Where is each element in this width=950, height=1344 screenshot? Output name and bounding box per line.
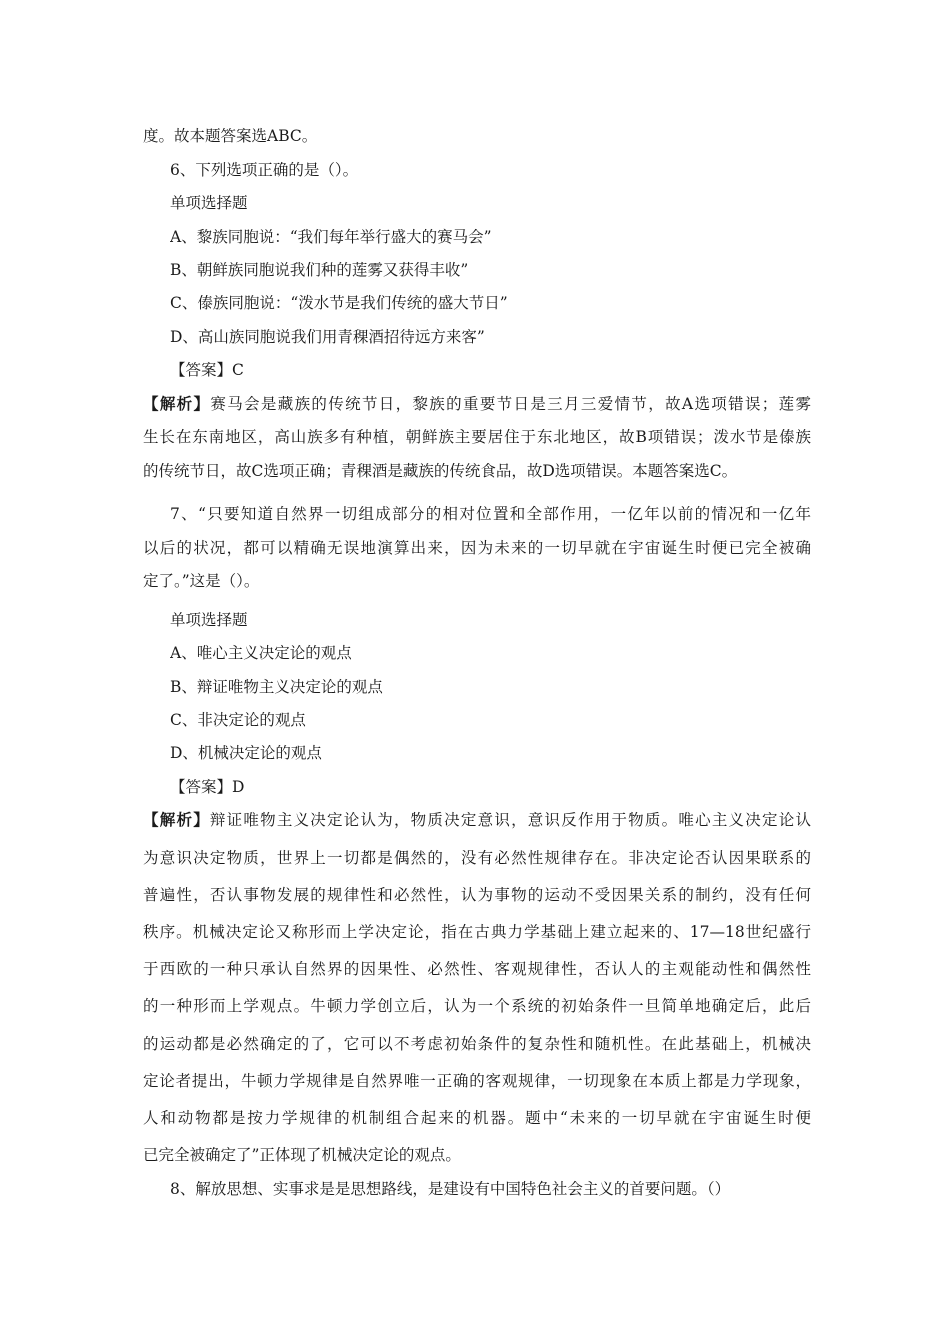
question-7-type: 单项选择题 bbox=[170, 611, 248, 629]
question-7-analysis-line-5: 于西欧的一种只承认自然界的因果性、必然性、客观规律性，否认人的主观能动性和偶然性 bbox=[143, 960, 811, 978]
question-6-option-b: B、朝鲜族同胞说我们种的莲雾又获得丰收” bbox=[170, 261, 469, 279]
question-6-analysis-line-1: 【解析】赛马会是藏族的传统节日，黎族的重要节日是三月三爱情节，故A选项错误；莲雾 bbox=[143, 394, 811, 413]
question-7-option-d: D、机械决定论的观点 bbox=[170, 744, 322, 762]
question-7-analysis-line-3: 普遍性，否认事物发展的规律性和必然性，认为事物的运动不受因果关系的制约，没有任何 bbox=[143, 886, 811, 904]
question-7-analysis-line-7: 的运动都是必然确定的了，它可以不考虑初始条件的复杂性和随机性。在此基础上，机械决 bbox=[143, 1035, 811, 1053]
question-6-stem: 6、下列选项正确的是（）。 bbox=[170, 161, 359, 179]
question-7-analysis-line-2: 为意识决定物质，世界上一切都是偶然的，没有必然性规律存在。非决定论否认因果联系的 bbox=[143, 849, 811, 867]
question-7-analysis-line-10: 已完全被确定了”正体现了机械决定论的观点。 bbox=[143, 1146, 461, 1164]
analysis-label: 【解析】 bbox=[143, 394, 211, 413]
question-6-option-c: C、傣族同胞说：“泼水节是我们传统的盛大节日” bbox=[170, 294, 508, 312]
question-7-analysis-line-4: 秩序。机械决定论又称形而上学决定论，指在古典力学基础上建立起来的、17—18世纪盛行 bbox=[143, 923, 811, 941]
question-6-option-d: D、高山族同胞说我们用青稞酒招待远方来客” bbox=[170, 328, 485, 346]
question-7-answer: 【答案】D bbox=[170, 778, 245, 796]
question-8-stem: 8、解放思想、实事求是是思想路线，是建设有中国特色社会主义的首要问题。（） bbox=[170, 1180, 731, 1198]
question-6-answer: 【答案】C bbox=[170, 361, 244, 379]
question-6-analysis-line-3: 的传统节日，故C选项正确；青稞酒是藏族的传统食品，故D选项错误。本题答案选C。 bbox=[143, 462, 738, 480]
question-6-type: 单项选择题 bbox=[170, 194, 248, 212]
question-7-option-c: C、非决定论的观点 bbox=[170, 711, 306, 729]
question-7-stem-line-3: 定了。”这是（）。 bbox=[143, 572, 260, 590]
question-7-stem-line-2: 以后的状况，都可以精确无误地演算出来，因为未来的一切早就在宇宙诞生时便已完全被确 bbox=[143, 539, 811, 557]
question-7-stem-line-1: 7、“只要知道自然界一切组成部分的相对位置和全部作用，一亿年以前的情况和一亿年 bbox=[170, 505, 811, 523]
question-7-option-b: B、辩证唯物主义决定论的观点 bbox=[170, 678, 383, 696]
question-7-analysis-line-6: 的一种形而上学观点。牛顿力学创立后，认为一个系统的初始条件一旦简单地确定后，此后 bbox=[143, 997, 811, 1015]
question-7-analysis-line-9: 人和动物都是按力学规律的机制组合起来的机器。题中“未来的一切早就在宇宙诞生时便 bbox=[143, 1109, 811, 1127]
question-6-option-a: A、黎族同胞说：“我们每年举行盛大的赛马会” bbox=[170, 228, 492, 246]
question-7-analysis-line-1: 【解析】辩证唯物主义决定论认为，物质决定意识，意识反作用于物质。唯心主义决定论认 bbox=[143, 810, 811, 829]
question-6-analysis-line-2: 生长在东南地区，高山族多有种植，朝鲜族主要居住于东北地区，故B项错误；泼水节是傣族 bbox=[143, 428, 811, 446]
answer-explanation-end: 度。故本题答案选ABC。 bbox=[143, 127, 318, 145]
question-7-analysis-line-8: 定论者提出，牛顿力学规律是自然界唯一正确的客观规律，一切现象在本质上都是力学现象， bbox=[143, 1072, 811, 1090]
question-7-option-a: A、唯心主义决定论的观点 bbox=[170, 644, 352, 662]
analysis-label: 【解析】 bbox=[143, 810, 210, 829]
